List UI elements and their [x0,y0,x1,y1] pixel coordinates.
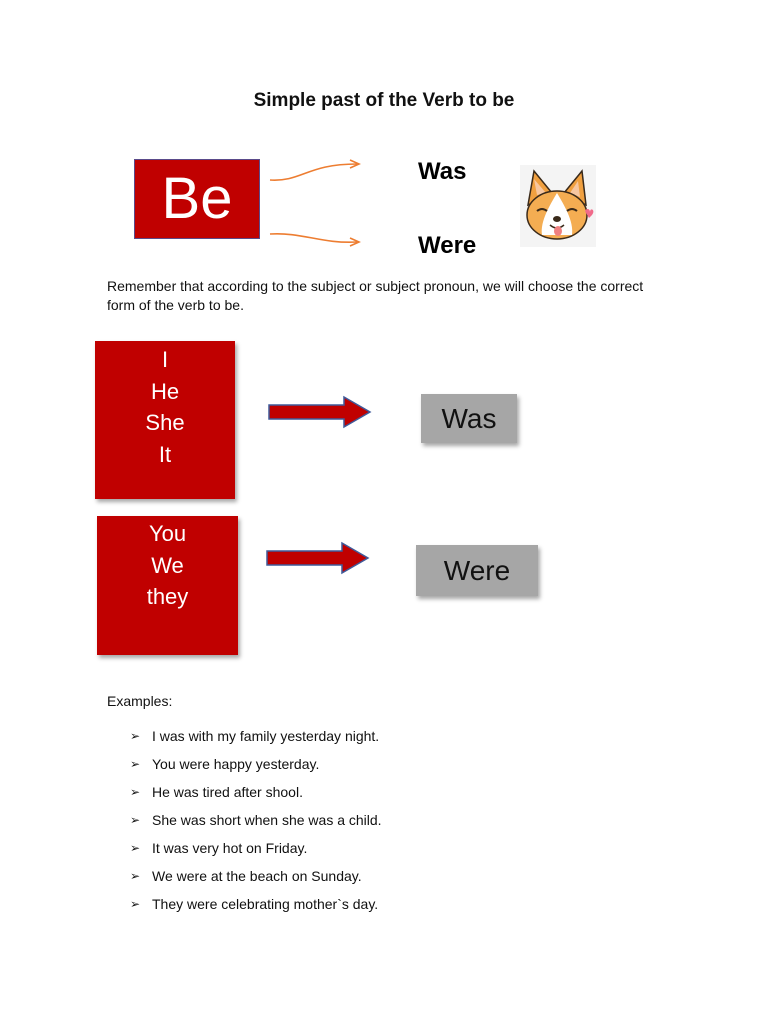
pronoun-it: It [158,441,172,467]
pronoun-they: they [146,584,189,609]
pronoun-box-singular [95,341,235,499]
list-item [130,890,382,918]
example-text: I was with my family yesterday night. [152,728,380,744]
corgi-dog-icon [520,165,596,247]
block-arrow-right-icon [268,395,374,431]
example-text: It was very hot on Friday. [152,840,308,856]
example-text: We were at the beach on Sunday. [152,868,362,884]
example-text: They were celebrating mother`s day. [152,896,379,912]
list-item [130,834,382,862]
list-item [130,806,382,834]
curved-arrow-to-was [270,164,357,180]
curved-arrows [262,152,372,252]
were-box [416,545,538,596]
arrow-bullet-icon: ➢ [130,729,141,743]
list-item [130,750,382,778]
example-text: You were happy yesterday. [152,756,320,772]
example-text: She was short when she was a child. [152,812,382,828]
page-title: Simple past of the Verb to be [253,90,515,111]
arrow-bullet-icon: ➢ [130,757,141,771]
were-box-label: Were [443,554,511,586]
list-item [130,722,382,750]
list-item [130,862,382,890]
block-arrow-right-icon [266,541,372,577]
remember-paragraph: Remember that according to the subject or subject pronoun, we will choose the correct form of the verb to be. [107,278,644,313]
was-box-label: Was [441,402,497,434]
examples-list [130,722,382,918]
was-box [421,394,517,443]
curved-arrow-to-were [270,234,357,242]
arrow-bullet-icon: ➢ [130,869,141,883]
arrow-bullet-icon: ➢ [130,813,141,827]
arrow-bullet-icon: ➢ [130,785,141,799]
were-label: Were [418,232,477,259]
be-box [134,159,260,239]
pronoun-we: We [151,552,184,578]
examples-heading: Examples: [107,693,173,709]
pronoun-i: I [161,347,169,372]
pronoun-he: He [150,378,180,404]
pronoun-you: You [148,521,187,546]
list-item [130,778,382,806]
was-label: Was [418,158,467,185]
pronoun-she: She [145,410,185,435]
arrow-bullet-icon: ➢ [130,897,141,911]
pronoun-box-plural [97,516,238,655]
be-label: Be [161,166,233,231]
example-text: He was tired after shool. [152,784,303,800]
arrow-bullet-icon: ➢ [130,841,141,855]
